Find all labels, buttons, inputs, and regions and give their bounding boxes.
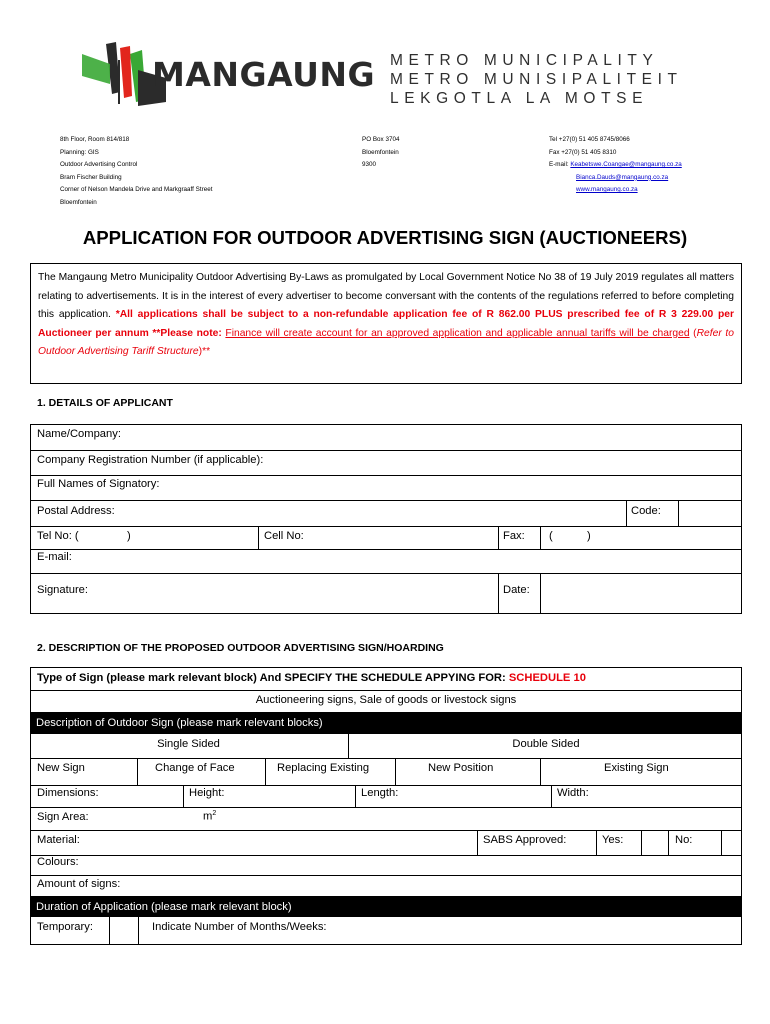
fax-line: Fax +27(0) 51 405 8310 — [549, 148, 617, 156]
intro-box — [30, 263, 742, 384]
existing-sign-option[interactable]: Existing Sign — [604, 762, 669, 774]
new-sign-option[interactable]: New Sign — [37, 762, 85, 774]
website-line — [549, 184, 682, 197]
tariff-reference: Refer to Outdoor Advertising Tariff Structure — [38, 327, 734, 358]
address-line: Planning: GIS — [60, 148, 99, 156]
email-label: E-mail: — [549, 161, 571, 169]
sign-description-box — [30, 667, 742, 945]
tel-line: Tel +27(0) 51 405 8745/8066 — [549, 136, 630, 143]
email-link-1[interactable]: Keabetswe.Coangae@mangaung.co.za — [570, 161, 682, 169]
cell-label: Cell No: — [264, 530, 304, 542]
height-label: Height: — [189, 787, 225, 799]
metro-line-english: METRO MUNICIPALITY — [390, 52, 659, 69]
fee-notice: *All applications shall be subject to a non-refundable application fee of R 862.00 PLUS prescribed fee of R 3 229.00 per Auctioneer per annum **Please note: — [38, 309, 734, 339]
postal-line: Bloemfontein — [362, 148, 399, 156]
date-label: Date: — [503, 584, 530, 596]
address-line: 8th Floor, Room 814/818 — [60, 136, 130, 143]
yes-checkbox[interactable] — [668, 830, 669, 856]
intro-text: The Mangaung Metro Municipality Outdoor Advertising By-Laws as promulgated by Local Government Notice No 38 of 19 July 2019 regulates all matters relating to advertisements. It is in the interest of every advertiser to become conversant with the contents of the regulations referred to before completing this application. — [38, 272, 734, 321]
address-line: Bloemfontein — [60, 198, 97, 206]
new-position-option[interactable]: New Position — [428, 762, 494, 774]
no-label: No: — [675, 834, 693, 846]
metre-unit: m — [203, 810, 213, 823]
fax-bracket-close: ) — [587, 530, 591, 542]
postal-line: PO Box 3704 — [362, 136, 400, 143]
double-sided-label: Double Sided — [512, 738, 580, 750]
sign-area-label: Sign Area: — [37, 811, 89, 823]
temporary-checkbox[interactable] — [138, 917, 139, 945]
email-line — [549, 159, 682, 172]
change-of-face-option[interactable]: Change of Face — [155, 762, 235, 774]
material-label: Material: — [37, 834, 80, 846]
type-of-sign-label — [37, 672, 586, 684]
address-line: Corner of Nelson Mandela Drive and Markgraaff Street — [60, 186, 213, 194]
months-weeks-label: Indicate Number of Months/Weeks: — [152, 921, 327, 933]
type-of-sign-text: Type of Sign (please mark relevant block) And SPECIFY THE SCHEDULE APPYING FOR: — [37, 672, 509, 684]
name-company-label: Name/Company: — [37, 428, 121, 440]
single-sided-label: Single Sided — [157, 738, 220, 750]
email-link-2[interactable]: Bianca.Dauds@mangaung.co.za — [576, 173, 669, 181]
amount-of-signs-label: Amount of signs: — [37, 878, 121, 890]
auction-row-label: Auctioneering signs, Sale of goods or livestock signs — [255, 694, 517, 706]
temporary-label: Temporary: — [37, 921, 93, 933]
section-2-title: 2. DESCRIPTION OF THE PROPOSED OUTDOOR ADVERTISING SIGN/HOARDING — [37, 642, 444, 654]
contact-block — [549, 134, 682, 197]
address-block — [60, 134, 212, 210]
dimensions-label: Dimensions: — [37, 787, 99, 799]
fax-bracket-open: ( — [549, 530, 553, 542]
tel-label: Tel No: ( — [37, 530, 79, 542]
schedule-label: SCHEDULE 10 — [508, 672, 586, 684]
email-label: E-mail: — [37, 551, 72, 563]
colours-label: Colours: — [37, 856, 79, 868]
code-label: Code: — [631, 505, 661, 517]
yes-label: Yes: — [602, 834, 624, 846]
email-line-2 — [549, 172, 682, 185]
sabs-approved-label: SABS Approved: — [483, 834, 567, 846]
tel-bracket-close: ) — [127, 530, 131, 542]
metro-line-afrikaans: METRO MUNISIPALITEIT — [390, 71, 683, 88]
duration-bar: Duration of Application (please mark relevant block) — [31, 897, 741, 917]
description-bar: Description of Outdoor Sign (please mark relevant blocks) — [31, 713, 741, 734]
section-1-title: 1. DETAILS OF APPLICANT — [37, 397, 173, 409]
address-line: Bram Fischer Building — [60, 173, 122, 181]
applicant-details-box — [30, 424, 742, 614]
squared-exponent: 2 — [212, 810, 217, 817]
page-title: APPLICATION FOR OUTDOOR ADVERTISING SIGN (AUCTIONEERS) — [82, 227, 688, 248]
postal-block — [362, 134, 399, 172]
address-line: Outdoor Advertising Control — [60, 161, 138, 169]
replacing-existing-option[interactable]: Replacing Existing — [277, 762, 370, 774]
reg-number-label: Company Registration Number (if applicable): — [37, 454, 264, 466]
finance-note: Finance will create account for an approved application and applicable annual tariffs will be charged — [225, 327, 690, 339]
website-link[interactable]: www.mangaung.co.za — [576, 186, 638, 194]
logo-wordmark: MANGAUNG — [152, 55, 376, 94]
signatory-label: Full Names of Signatory: — [37, 478, 160, 490]
postal-address-label: Postal Address: — [37, 505, 115, 517]
fax-label: Fax: — [503, 530, 525, 542]
metro-line-sesotho: LEKGOTLA LA MOTSE — [390, 90, 649, 107]
postal-line: 9300 — [362, 161, 377, 169]
length-label: Length: — [361, 787, 399, 799]
signature-label: Signature: — [37, 584, 88, 596]
paren-close: )** — [198, 346, 211, 358]
width-label: Width: — [557, 787, 589, 799]
paren-open: ( — [689, 327, 697, 339]
square-metre-unit — [203, 810, 216, 823]
